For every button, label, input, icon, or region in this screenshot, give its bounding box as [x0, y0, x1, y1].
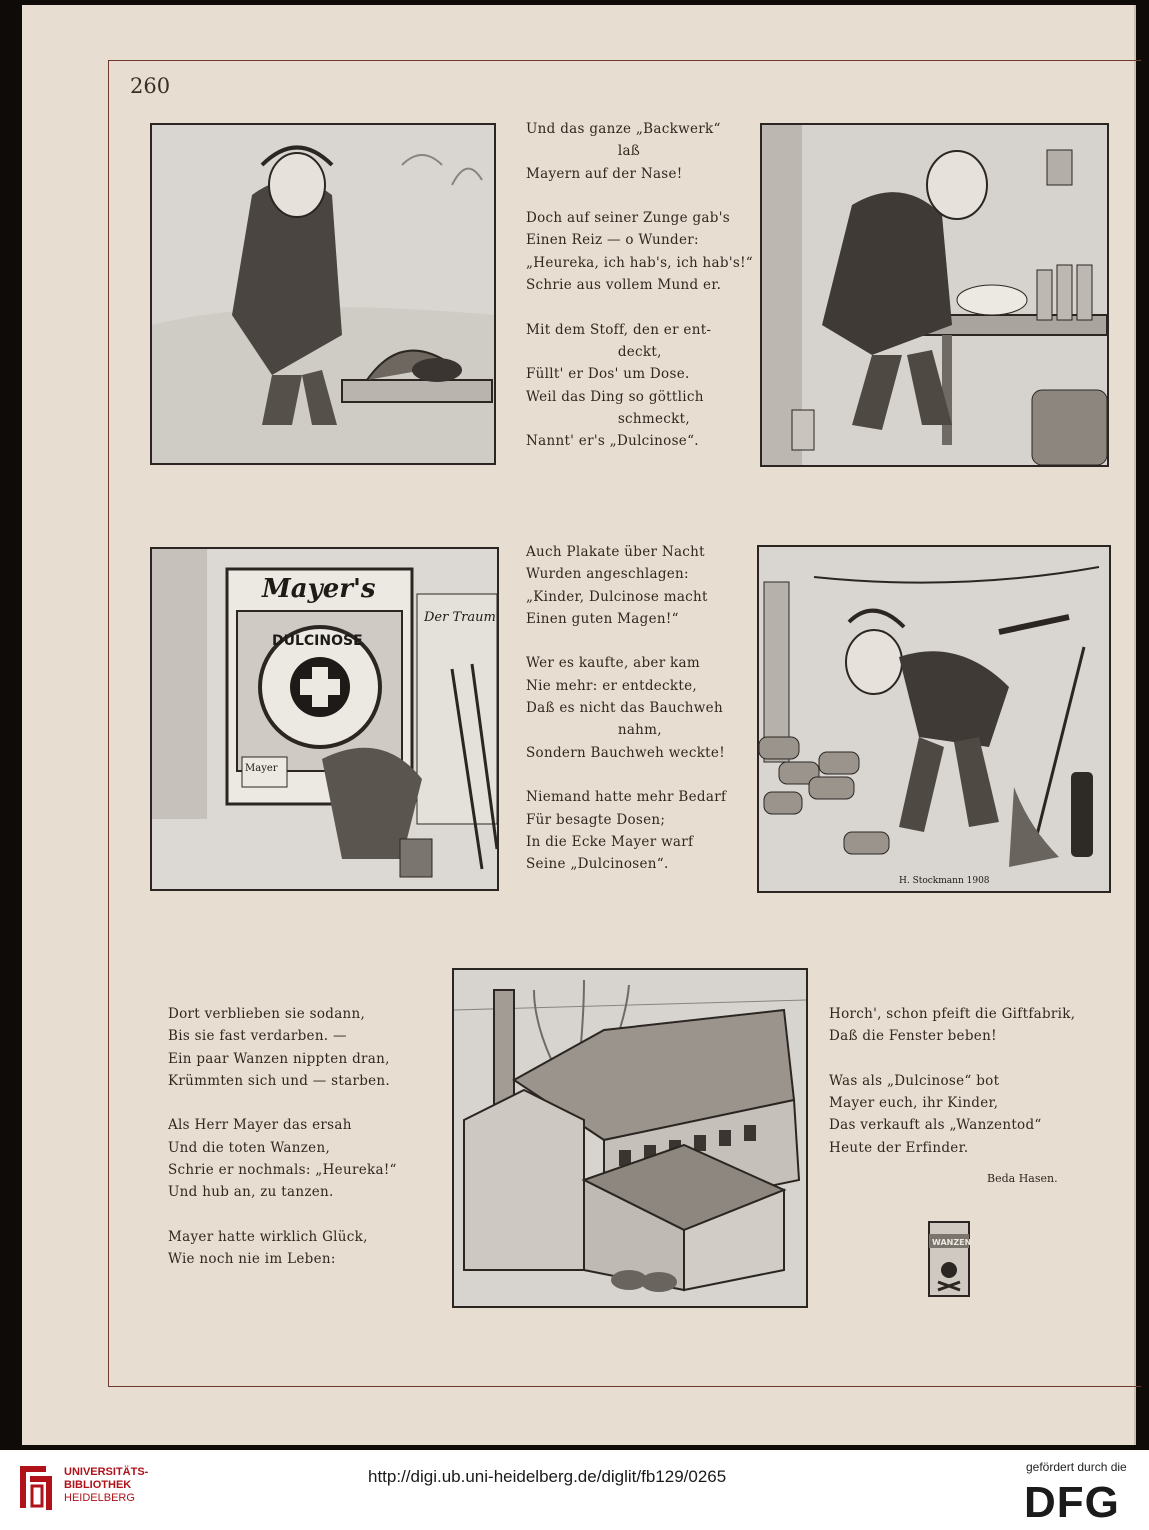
- verse-block-3: Dort verblieben sie sodann, Bis sie fast verdarben. — Ein paar Wanzen nippten dran, Krümmten sich und — starben. Als Herr Mayer das ersah Und die toten Wanzen, Schrie er nochmals: „Heureka!“ Und hub an, zu tanzen. Mayer hatte wirklich Glück, Wie noch nie im Leben:: [168, 1006, 397, 1268]
- poster-brand-text: Mayer's: [262, 574, 376, 604]
- illustration-mayer-tasting: [150, 123, 496, 465]
- illustration-mayer-filling: [760, 123, 1109, 467]
- author-signature: Beda Hasen.: [987, 1172, 1058, 1185]
- source-url-link[interactable]: http://digi.ub.uni-heidelberg.de/diglit/fb129/0265: [368, 1467, 727, 1486]
- verse-block-2: Auch Plakate über Nacht Wurden angeschlagen: „Kinder, Dulcinose macht Einen guten Magen!“ Wer es kaufte, aber kam Nie mehr: er entdeckte, Daß es nicht das Bauchweh nahm, Sondern Bauchweh weckte! Niemand hatte mehr Bedarf Für besagte Dosen; In die Ecke Mayer warf Seine „Dulcinosen“.: [526, 544, 727, 873]
- artist-signature: H. Stockmann 1908: [899, 876, 990, 886]
- university-library-name: [64, 1466, 148, 1505]
- illustration-factory: [452, 968, 808, 1308]
- illustration-poster: [150, 547, 499, 891]
- library-line-1: UNIVERSITÄTS-: [64, 1466, 149, 1478]
- library-line-2: BIBLIOTHEK: [64, 1479, 132, 1491]
- dfg-logo: DFG: [1024, 1478, 1120, 1527]
- library-line-3: HEIDELBERG: [64, 1492, 135, 1504]
- verse-block-1: Und das ganze „Backwerk“ laß Mayern auf der Nase! Doch auf seiner Zunge gab's Einen Reiz — o Wunder: „Heureka, ich hab's, ich hab's!“ Schrie aus vollem Mund er. Mit dem Stoff, den er ent- deckt, Füllt' er Dos' um Dose. Weil das Ding so göttlich schmeckt, Nannt' er's „Dulcinose“.: [526, 121, 753, 450]
- illustration-mayer-cans: [757, 545, 1111, 893]
- verse-block-4: Horch', schon pfeift die Giftfabrik, Daß die Fenster beben! Was als „Dulcinose“ bot Mayer euch, ihr Kinder, Das verkauft als „Wanzentod“ Heute der Erfinder.: [829, 1006, 1076, 1156]
- poster-small-text: Mayer: [245, 763, 278, 774]
- page-number: 260: [130, 74, 171, 98]
- footer-bar: [0, 1450, 1149, 1530]
- can-label-text: WANZEN: [932, 1238, 972, 1247]
- funding-note: gefördert durch die: [1026, 1460, 1127, 1474]
- poster-ring-text: DULCINOSE: [272, 633, 363, 649]
- poster-side-text: Der Traum: [424, 610, 496, 625]
- university-library-logo-icon: [16, 1462, 56, 1514]
- wanzen-can-illustration: [926, 1218, 972, 1300]
